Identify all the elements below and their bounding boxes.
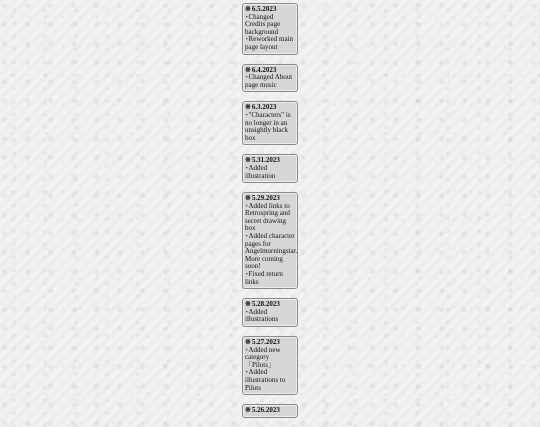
entry-item: ･Changed About page music: [245, 73, 293, 89]
entry-item: ･Added character pages for Angelmorningstar. More coming soon!: [245, 232, 298, 271]
changelog-entry: [242, 3, 298, 55]
changelog-entry: [242, 154, 298, 183]
entry-item: ･Added illustrations: [245, 307, 279, 324]
kome-mark-icon: ※: [245, 103, 251, 112]
kome-mark-icon: ※: [245, 300, 251, 309]
entry-item: ･Added new category「Pilots」: [245, 345, 281, 369]
entry-date-text: 5.29.2023: [251, 194, 280, 203]
kome-mark-icon: ※: [245, 194, 251, 203]
changelog-column: [242, 3, 298, 427]
entry-item: ･Changed Credits page background: [245, 12, 281, 36]
kome-mark-icon: ※: [245, 406, 251, 415]
entry-date-text: 6.4.2023: [251, 65, 277, 74]
entry-date-text: 5.31.2023: [251, 156, 280, 165]
entry-date-text: 6.3.2023: [251, 103, 277, 112]
entry-item: ･Added links to Retrospring and secret drawing box: [245, 201, 290, 233]
kome-mark-icon: ※: [245, 338, 251, 346]
changelog-entry: [242, 336, 298, 395]
entry-date: [245, 407, 295, 415]
kome-mark-icon: ※: [245, 65, 251, 74]
entry-item: ･Fixed return links: [245, 270, 283, 286]
kome-mark-icon: ※: [245, 5, 251, 13]
entry-item: ･Reworked main page layout: [245, 35, 294, 51]
entry-item: ･"Characters" is no longer in an unsightly black box: [245, 110, 291, 142]
changelog-entry: [242, 101, 298, 145]
entry-date-text: 5.28.2023: [251, 300, 280, 309]
changelog-entry: [242, 298, 298, 327]
entry-item: ･Added illustration: [245, 163, 276, 180]
entry-date-text: 5.26.2023: [251, 406, 280, 415]
kome-mark-icon: ※: [245, 156, 251, 165]
entry-date-text: 5.27.2023: [251, 338, 280, 346]
entry-date-text: 6.5.2023: [251, 5, 277, 13]
changelog-entry: [242, 64, 298, 93]
changelog-entry: [242, 404, 298, 418]
changelog-entry: [242, 192, 298, 289]
entry-item: ･Added illustrations to Pilots: [245, 368, 286, 392]
